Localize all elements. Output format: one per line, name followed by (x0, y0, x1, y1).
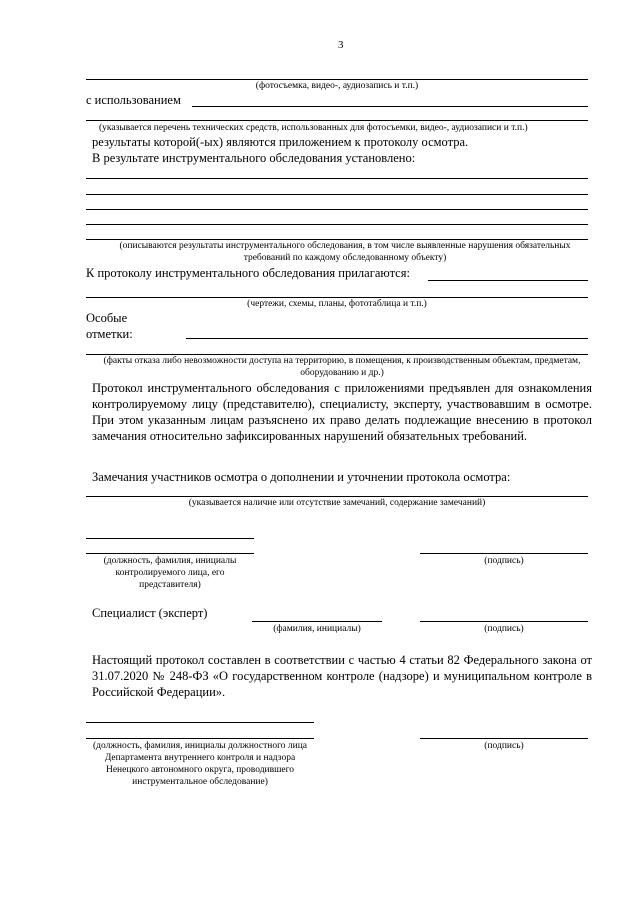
special-hint: (факты отказа либо невозможности доступа на территорию, в помещения, к производственным объектам, предметам, оборудованию и др.) (103, 356, 581, 378)
remarks-hint: (указывается наличие или отсутствие замечаний, содержание замечаний) (188, 498, 486, 508)
special-label-2: отметки: (86, 327, 133, 341)
law-paragraph: Настоящий протокол составлен в соответствии с частью 4 статьи 82 Федерального закона от 31.07.2020 № 248-ФЗ «О государственном контроле (надзоре) и муниципальном контроле в Российской Федерации». (92, 653, 592, 699)
official-line-1 (86, 722, 314, 723)
results-attached-text: результаты которой(-ых) являются приложением к протоколу осмотра. (92, 135, 469, 149)
results-line-3 (86, 209, 588, 210)
official-line-2 (86, 738, 314, 739)
signature-hint-1: (подпись) (484, 556, 524, 566)
name-initials-hint: (фамилия, инициалы) (273, 624, 361, 634)
photo-hint: (фотосъемка, видео-, аудиозапись и т.п.) (255, 81, 419, 91)
results-line-1 (86, 178, 588, 179)
results-intro-text: В результате инструментального обследования установлено: (92, 151, 416, 165)
attachments-field-line (428, 280, 588, 281)
attachments-hint: (чертежи, схемы, планы, фототаблица и т.п.) (247, 299, 427, 309)
remarks-label: Замечания участников осмотра о дополнении и уточнении протокола осмотра: (92, 470, 511, 484)
signature-line-1 (420, 553, 588, 554)
results-line-4 (86, 224, 588, 225)
page-number: 3 (338, 39, 344, 51)
using-field-line (192, 106, 588, 107)
tech-hint: (указывается перечень технических средств, использованных для фотосъемки, видео-, аудиозаписи и т.п.) (99, 123, 528, 133)
results-line-2 (86, 194, 588, 195)
controlled-person-hint: (должность, фамилия, инициалы контролируемого лица, его представителя) (103, 556, 237, 590)
controlled-person-line-1 (86, 538, 254, 539)
using-field-line-2 (86, 120, 588, 121)
using-label: с использованием (86, 93, 181, 107)
signature-line-3 (420, 738, 588, 739)
special-field-line (186, 338, 588, 339)
results-hint: (описываются результаты инструментального обследования, в том числе выявленные нарушения обязательных требований по каждому обследованному объекту) (119, 241, 571, 263)
protocol-paragraph: Протокол инструментального обследования с приложениями предъявлен для ознакомления контролируемому лицу (представителю), специалисту, эксперту, участвовавшим в осмотре. При этом указанным лицам разъяснено их право делать подлежащие внесению в протокол замечания относительно зафиксированных нарушений обязательных требований. (92, 381, 592, 443)
signature-line-2 (420, 621, 588, 622)
official-hint: (должность, фамилия, инициалы должностного лица Департамента внутреннего контроля и надзора Ненецкого автономного округа, проводившего инструментальное обследование) (92, 741, 308, 787)
specialist-label: Специалист (эксперт) (92, 606, 208, 620)
signature-hint-2: (подпись) (484, 624, 524, 634)
controlled-person-line-2 (86, 553, 254, 554)
signature-hint-3: (подпись) (484, 741, 524, 751)
attachments-label: К протоколу инструментального обследования прилагаются: (86, 266, 410, 280)
specialist-name-line (252, 621, 382, 622)
special-label-1: Особые (86, 311, 128, 325)
